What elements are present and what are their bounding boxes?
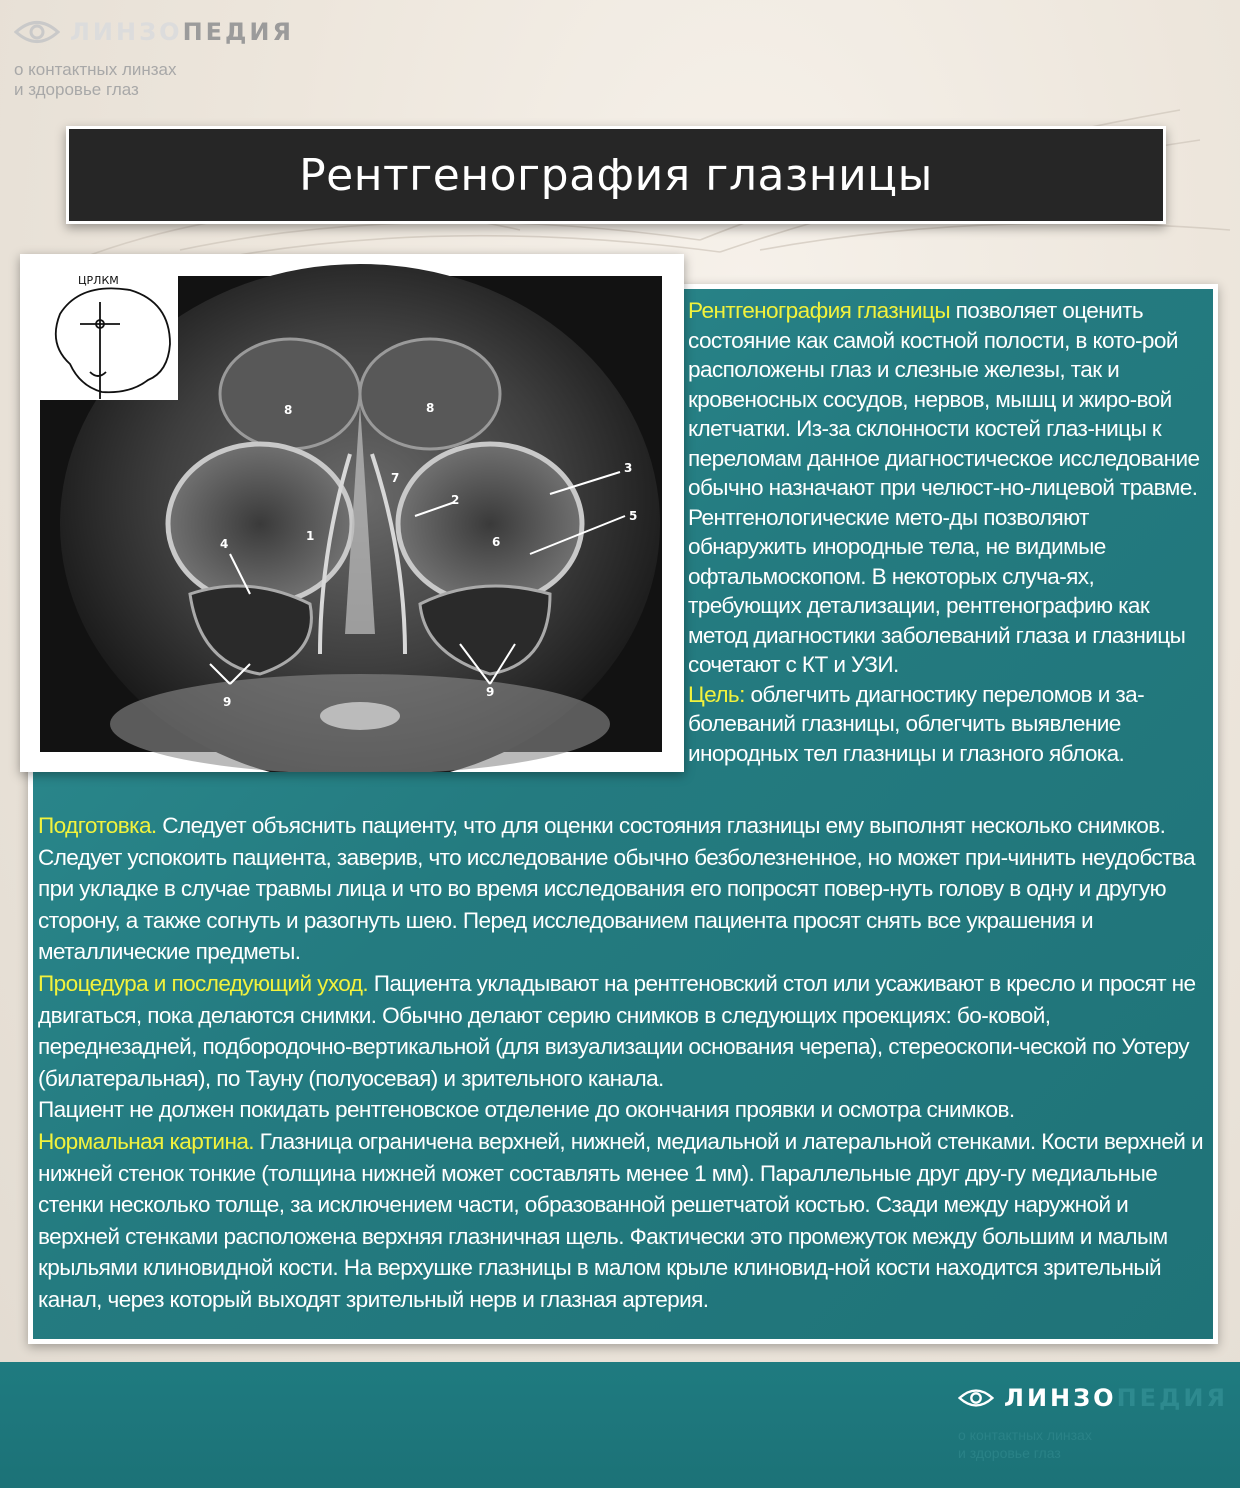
xray-image [20, 254, 684, 772]
xray-marker: 7 [391, 471, 400, 485]
preparation-label: Подготовка. [38, 813, 157, 838]
brand-name: ЛИНЗОПЕДИЯ [1004, 1384, 1228, 1412]
procedure-paragraph [38, 968, 1214, 1094]
brand-tagline: о контактных линзах и здоровье глаз [14, 60, 177, 99]
goal-body: облегчить диагностику переломов и за-болеваний глазницы, облегчить выявление инородных тел глазницы и глазного яблока. [688, 681, 1145, 766]
eye-icon [14, 19, 60, 45]
brand-logo-footer[interactable] [958, 1384, 1228, 1462]
preparation-body: Следует объяснить пациенту, что для оценки состояния глазницы ему выполнят несколько снимков. Следует успокоить пациента, заверив, что исследование обычно безболезненное, но может при-чинить неудобства при укладке в случае травмы лица и что во время исследования его попросят повер-нуть голову в одну и другую сторону, а также согнуть и разогнуть шею. Перед исследованием пациента просят снять все украшения и металлические предметы. [38, 813, 1195, 965]
procedure-body: Пациента укладывают на рентгеновский стол или усаживают в кресло и просят не двигаться, пока делаются снимки. Обычно делают серию снимков в следующих проекциях: бо-ковой, переднезадней, подбородочно-вертикальной (для визуализации основания черепа), стереоскопи-ческой по Уотеру (билатеральная), по Тауну (полуосевая) и зрительного канала. [38, 970, 1196, 1091]
xray-marker: 9 [223, 695, 232, 709]
sketch-label: ЦРЛКМ [78, 274, 119, 287]
xray-marker: 6 [492, 535, 501, 549]
goal-label: Цель: [688, 681, 745, 707]
preparation-paragraph [38, 810, 1214, 968]
xray-marker: 5 [629, 509, 638, 523]
intro-paragraph [688, 296, 1208, 680]
brand-logo-top[interactable] [14, 18, 314, 100]
intro-body: позволяет оценить состояние как самой костной полости, в кото-рой расположены глаз и слезные железы, так и кровеносных сосудов, нервов, мышц и жиро-вой клетчатки. Из-за склонности костей глаз-ницы к переломам данное диагностическое исследование обычно назначают при челюст-но-лицевой травме. Рентгенологические мето-ды позволяют обнаружить инородные тела, не видимые офтальмоскопом. В некоторых случа-ях, требующих детализации, рентгенографию как метод диагностики заболеваний глаза и глазницы сочетают с КТ и УЗИ. [688, 298, 1200, 677]
footer-bar [0, 1362, 1240, 1488]
procedure-note: Пациент не должен покидать рентгеновское отделение до окончания проявки и осмотра снимков. [38, 1097, 1015, 1123]
brand-tagline: о контактных линзах и здоровье глаз [958, 1427, 1092, 1461]
procedure-label: Процедура и последующий уход. [38, 970, 369, 996]
normal-label: Нормальная картина. [38, 1128, 254, 1154]
xray-marker: 9 [486, 685, 495, 699]
intro-highlight: Рентгенография глазницы [688, 298, 950, 323]
xray-marker: 2 [451, 493, 460, 507]
xray-marker: 8 [426, 401, 435, 415]
main-text-block [38, 810, 1214, 1316]
normal-body: Глазница ограничена верхней, нижней, медиальной и латеральной стенками. Кости верхней и нижней стенок тонкие (толщина нижней может составлять менее 1 мм). Параллельные друг дру-гу медиальные стенки несколько толще, за исключением части, образованной решетчатой костью. Сзади между наружной и верхней стенками расположена верхняя глазничная щель. Фактически это промежуток между большим и малым крыльями клиновидной кости. На верхушке глазницы в малом крыле клиновид-ной кости находится зрительный канал, через который выходят зрительный нерв и глазная артерия. [38, 1128, 1203, 1312]
eye-icon [958, 1385, 994, 1411]
xray-marker: 4 [220, 537, 229, 551]
xray-marker: 1 [306, 529, 315, 543]
intro-text-block [688, 296, 1208, 768]
normal-paragraph [38, 1126, 1214, 1316]
xray-figure [20, 254, 684, 772]
brand-name: ЛИНЗОПЕДИЯ [70, 18, 294, 46]
goal-paragraph [688, 680, 1208, 769]
xray-marker: 3 [624, 461, 633, 475]
xray-marker: 8 [284, 403, 293, 417]
page-title: Рентгенография глазницы [299, 149, 933, 201]
title-banner [66, 126, 1166, 224]
